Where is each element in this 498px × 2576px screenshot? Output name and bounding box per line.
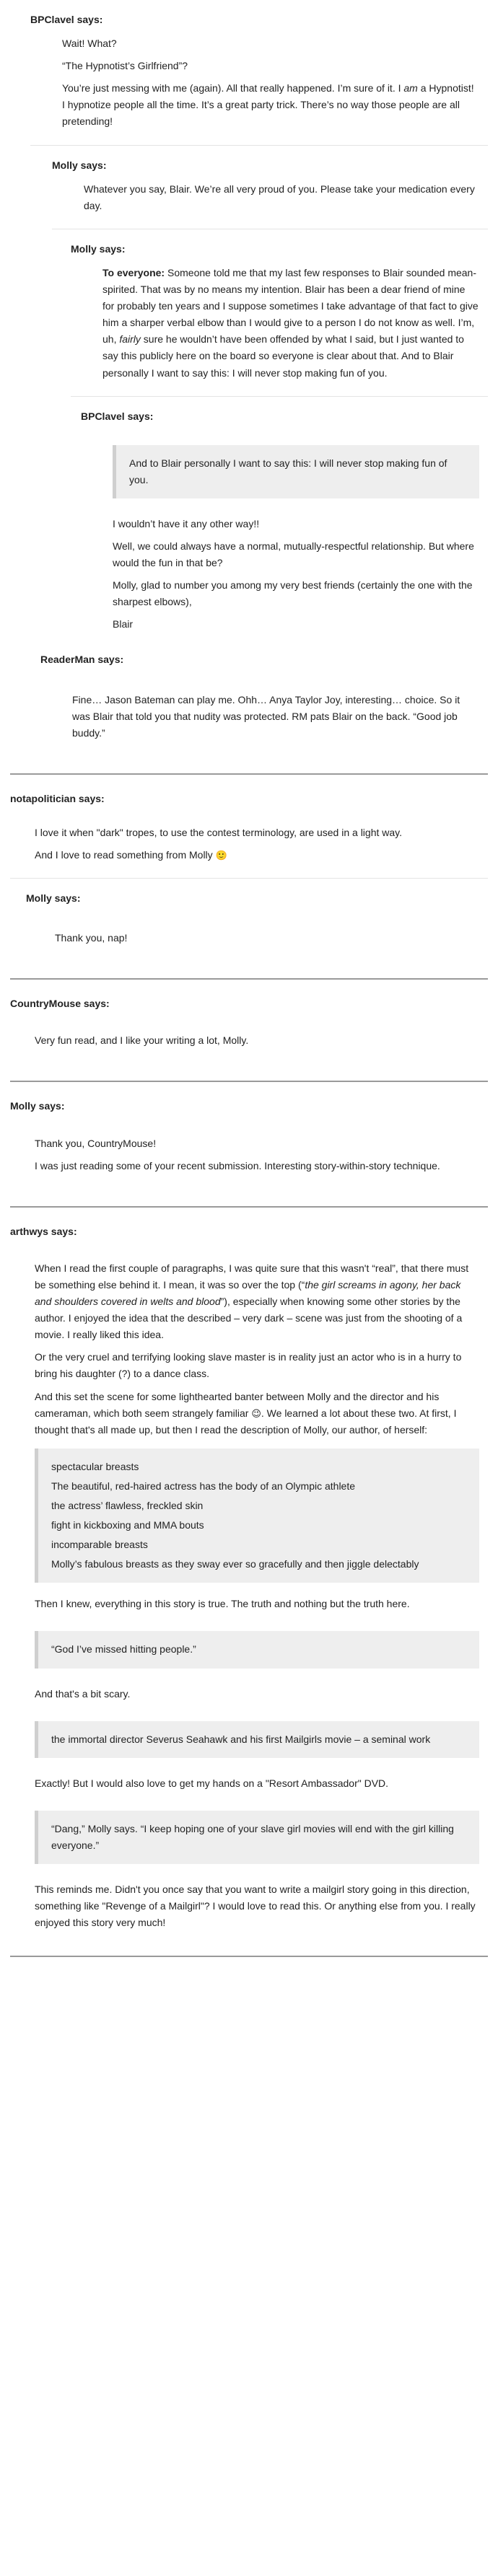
- text-run: And I love to read something from Molly: [35, 849, 213, 861]
- smile-emoji-icon: 🙂: [215, 850, 227, 861]
- comment-arthwys: [10, 1208, 488, 1932]
- quote-text: incomparable breasts: [51, 1539, 148, 1551]
- comment-paragraph: [35, 1260, 479, 1343]
- comment-author: Molly says:: [10, 1100, 65, 1112]
- text-run: And this set the scene for some lighthearted banter between Molly and the director and his cameraman, which both seem strangely familiar: [35, 1390, 440, 1419]
- emphasis-text: the girl screams in agony, her back and shoulders covered in welts and blood: [35, 1278, 461, 1308]
- comment-author: notapolitician says:: [10, 792, 105, 804]
- quote-text: the immortal director Severus Seahawk and his first Mailgirls movie – a seminal work: [51, 1733, 431, 1745]
- emphasis-text: am: [403, 82, 418, 94]
- comment-body: [10, 1019, 488, 1049]
- comment-paragraph: Then I knew, everything in this story is true. The truth and nothing but the truth here.: [35, 1598, 410, 1610]
- comment-paragraph: Well, we could always have a normal, mutually-respectful relationship. But where would the fun in that be?: [113, 540, 474, 569]
- comment-paragraph: This reminds me. Didn't you once say that you want to write a mailgirl story going in this direction, something like "Revenge of a Mailgirl"? I would love to read this. Or anything else from you. I really enjoyed this story very much!: [35, 1883, 476, 1929]
- comment-author: Molly says:: [52, 159, 107, 171]
- comment-paragraph: Fine… Jason Bateman can play me. Ohh… Anya Taylor Joy, interesting… choice. So it was Blair that told you that nudity was protected. RM pats Blair on the back. “Good job buddy.”: [72, 693, 460, 739]
- blockquote: [35, 1631, 479, 1668]
- comment-body: [30, 35, 488, 130]
- comment-molly-3: [26, 879, 488, 946]
- quote-text: fight in kickboxing and MMA bouts: [51, 1519, 204, 1531]
- comment-author: ReaderMan says:: [40, 654, 124, 666]
- comment-bpclavel-1: [30, 0, 488, 146]
- blockquote: [113, 445, 479, 498]
- comment-molly-1: [52, 146, 488, 229]
- blockquote: [35, 1721, 479, 1758]
- quote-text: “Dang,” Molly says. “I keep hoping one of your slave girl movies will end with the girl killing everyone.”: [51, 1822, 454, 1851]
- text-run: sure he wouldn’t have been offended by what I said, but I just wanted to say this publicly here on the board so everyone is clear about that. And to Blair personally I want to say this: I will never stop making fun of you.: [102, 333, 464, 379]
- text-run: You’re just messing with me (again). All that really happened. I’m sure of it. I: [62, 82, 404, 94]
- text-run: When I read the first couple of paragraphs, I was quite sure that this wasn't “real”, that there must be something else behind it. I mean, it was so over the top (“: [35, 1262, 469, 1291]
- comment-paragraph: [102, 265, 479, 382]
- comment-readerman: [40, 638, 488, 741]
- comment-signature: Blair: [113, 618, 134, 630]
- comment-body: [10, 1122, 488, 1174]
- blockquote: [35, 1449, 479, 1583]
- comment-paragraph: [35, 847, 479, 863]
- comment-paragraph: Exactly! But I would also love to get my hands on a "Resort Ambassador" DVD.: [35, 1777, 389, 1789]
- comment-bpclavel-2: [81, 397, 488, 633]
- emphasis-text: fairly: [119, 333, 141, 346]
- comment-paragraph: “The Hypnotist’s Girlfriend”?: [62, 60, 188, 72]
- quote-text: spectacular breasts: [51, 1460, 139, 1472]
- comment-paragraph: Molly, glad to number you among my very best friends (certainly the one with the sharpest elbows),: [113, 579, 473, 608]
- comment-body: [26, 914, 488, 946]
- comment-paragraph: I was just reading some of your recent submission. Interesting story-within-story technique.: [35, 1159, 440, 1171]
- blockquote: [35, 1811, 479, 1864]
- comment-paragraph: Very fun read, and I like your writing a lot, Molly.: [35, 1034, 249, 1047]
- quote-text: And to Blair personally I want to say this: I will never stop making fun of you.: [129, 457, 447, 485]
- comment-paragraph: I wouldn’t have it any other way!!: [113, 517, 260, 529]
- text-run: Someone told me that my last few responses to Blair sounded mean-spirited. That was by no means my intention. Blair has been a dear friend of mine for probably ten years and I suppose sometimes I take advantage of that fact to give him a sharper verbal elbow than I would give to a person I do not know as well. I’m, uh,: [102, 266, 479, 346]
- comment-paragraph: Thank you, CountryMouse!: [35, 1137, 157, 1149]
- comment-paragraph: [62, 80, 479, 130]
- bold-text: To everyone:: [102, 266, 165, 278]
- text-run: ”), especially when knowing some other stories by the author. I enjoyed the idea that the described – very dark – scene was just from the shooting of a movie. I really liked this idea.: [35, 1296, 463, 1341]
- quote-text: The beautiful, red-haired actress has the body of an Olympic athlete: [51, 1480, 356, 1492]
- comment-paragraph: Thank you, nap!: [55, 932, 128, 944]
- comment-author: BPClavel says:: [30, 14, 103, 25]
- comment-author: BPClavel says:: [81, 410, 154, 422]
- comment-paragraph: Whatever you say, Blair. We’re all very proud of you. Please take your medication every day.: [84, 183, 475, 211]
- wink-emoji-icon: 😉: [251, 1407, 261, 1419]
- comment-paragraph: And that's a bit scary.: [35, 1687, 131, 1700]
- comment-body: [71, 265, 488, 382]
- comment-body: [10, 1247, 488, 1931]
- comment-body: [40, 676, 488, 742]
- quote-text: “God I’ve missed hitting people.”: [51, 1643, 196, 1656]
- comment-body: [52, 181, 488, 214]
- comment-body: [10, 814, 488, 863]
- comment-molly-4: [10, 1082, 488, 1174]
- comment-molly-2: [71, 229, 488, 397]
- comment-author: Molly says:: [71, 242, 126, 255]
- comment-body: [81, 445, 488, 633]
- comment-countrymouse: [10, 980, 488, 1049]
- comment-author: CountryMouse says:: [10, 998, 110, 1010]
- comment-notapolitician: [10, 775, 488, 879]
- quote-text: the actress’ flawless, freckled skin: [51, 1499, 204, 1511]
- quote-text: Molly’s fabulous breasts as they sway ever so gracefully and then jiggle delectably: [51, 1558, 419, 1570]
- comment-paragraph: Wait! What?: [62, 38, 117, 50]
- comment-paragraph: Or the very cruel and terrifying looking slave master is in reality just an actor who is in a hurry to bring his daughter (?) to a dance class.: [35, 1351, 462, 1380]
- comment-paragraph: I love it when "dark" tropes, to use the contest terminology, are used in a light way.: [35, 826, 403, 838]
- text-run: a Hypnotist! I hypnotize people all the time. It’s a great party trick. There’s no way those people are all pretending!: [62, 82, 474, 128]
- comment-author: Molly says:: [26, 892, 81, 905]
- comment-author: arthwys says:: [10, 1225, 77, 1237]
- comment-paragraph: [35, 1389, 479, 1438]
- text-run: . We learned a lot about these two. At first, I thought that's all made up, but then I read the description of Molly, our author, of herself:: [35, 1407, 457, 1436]
